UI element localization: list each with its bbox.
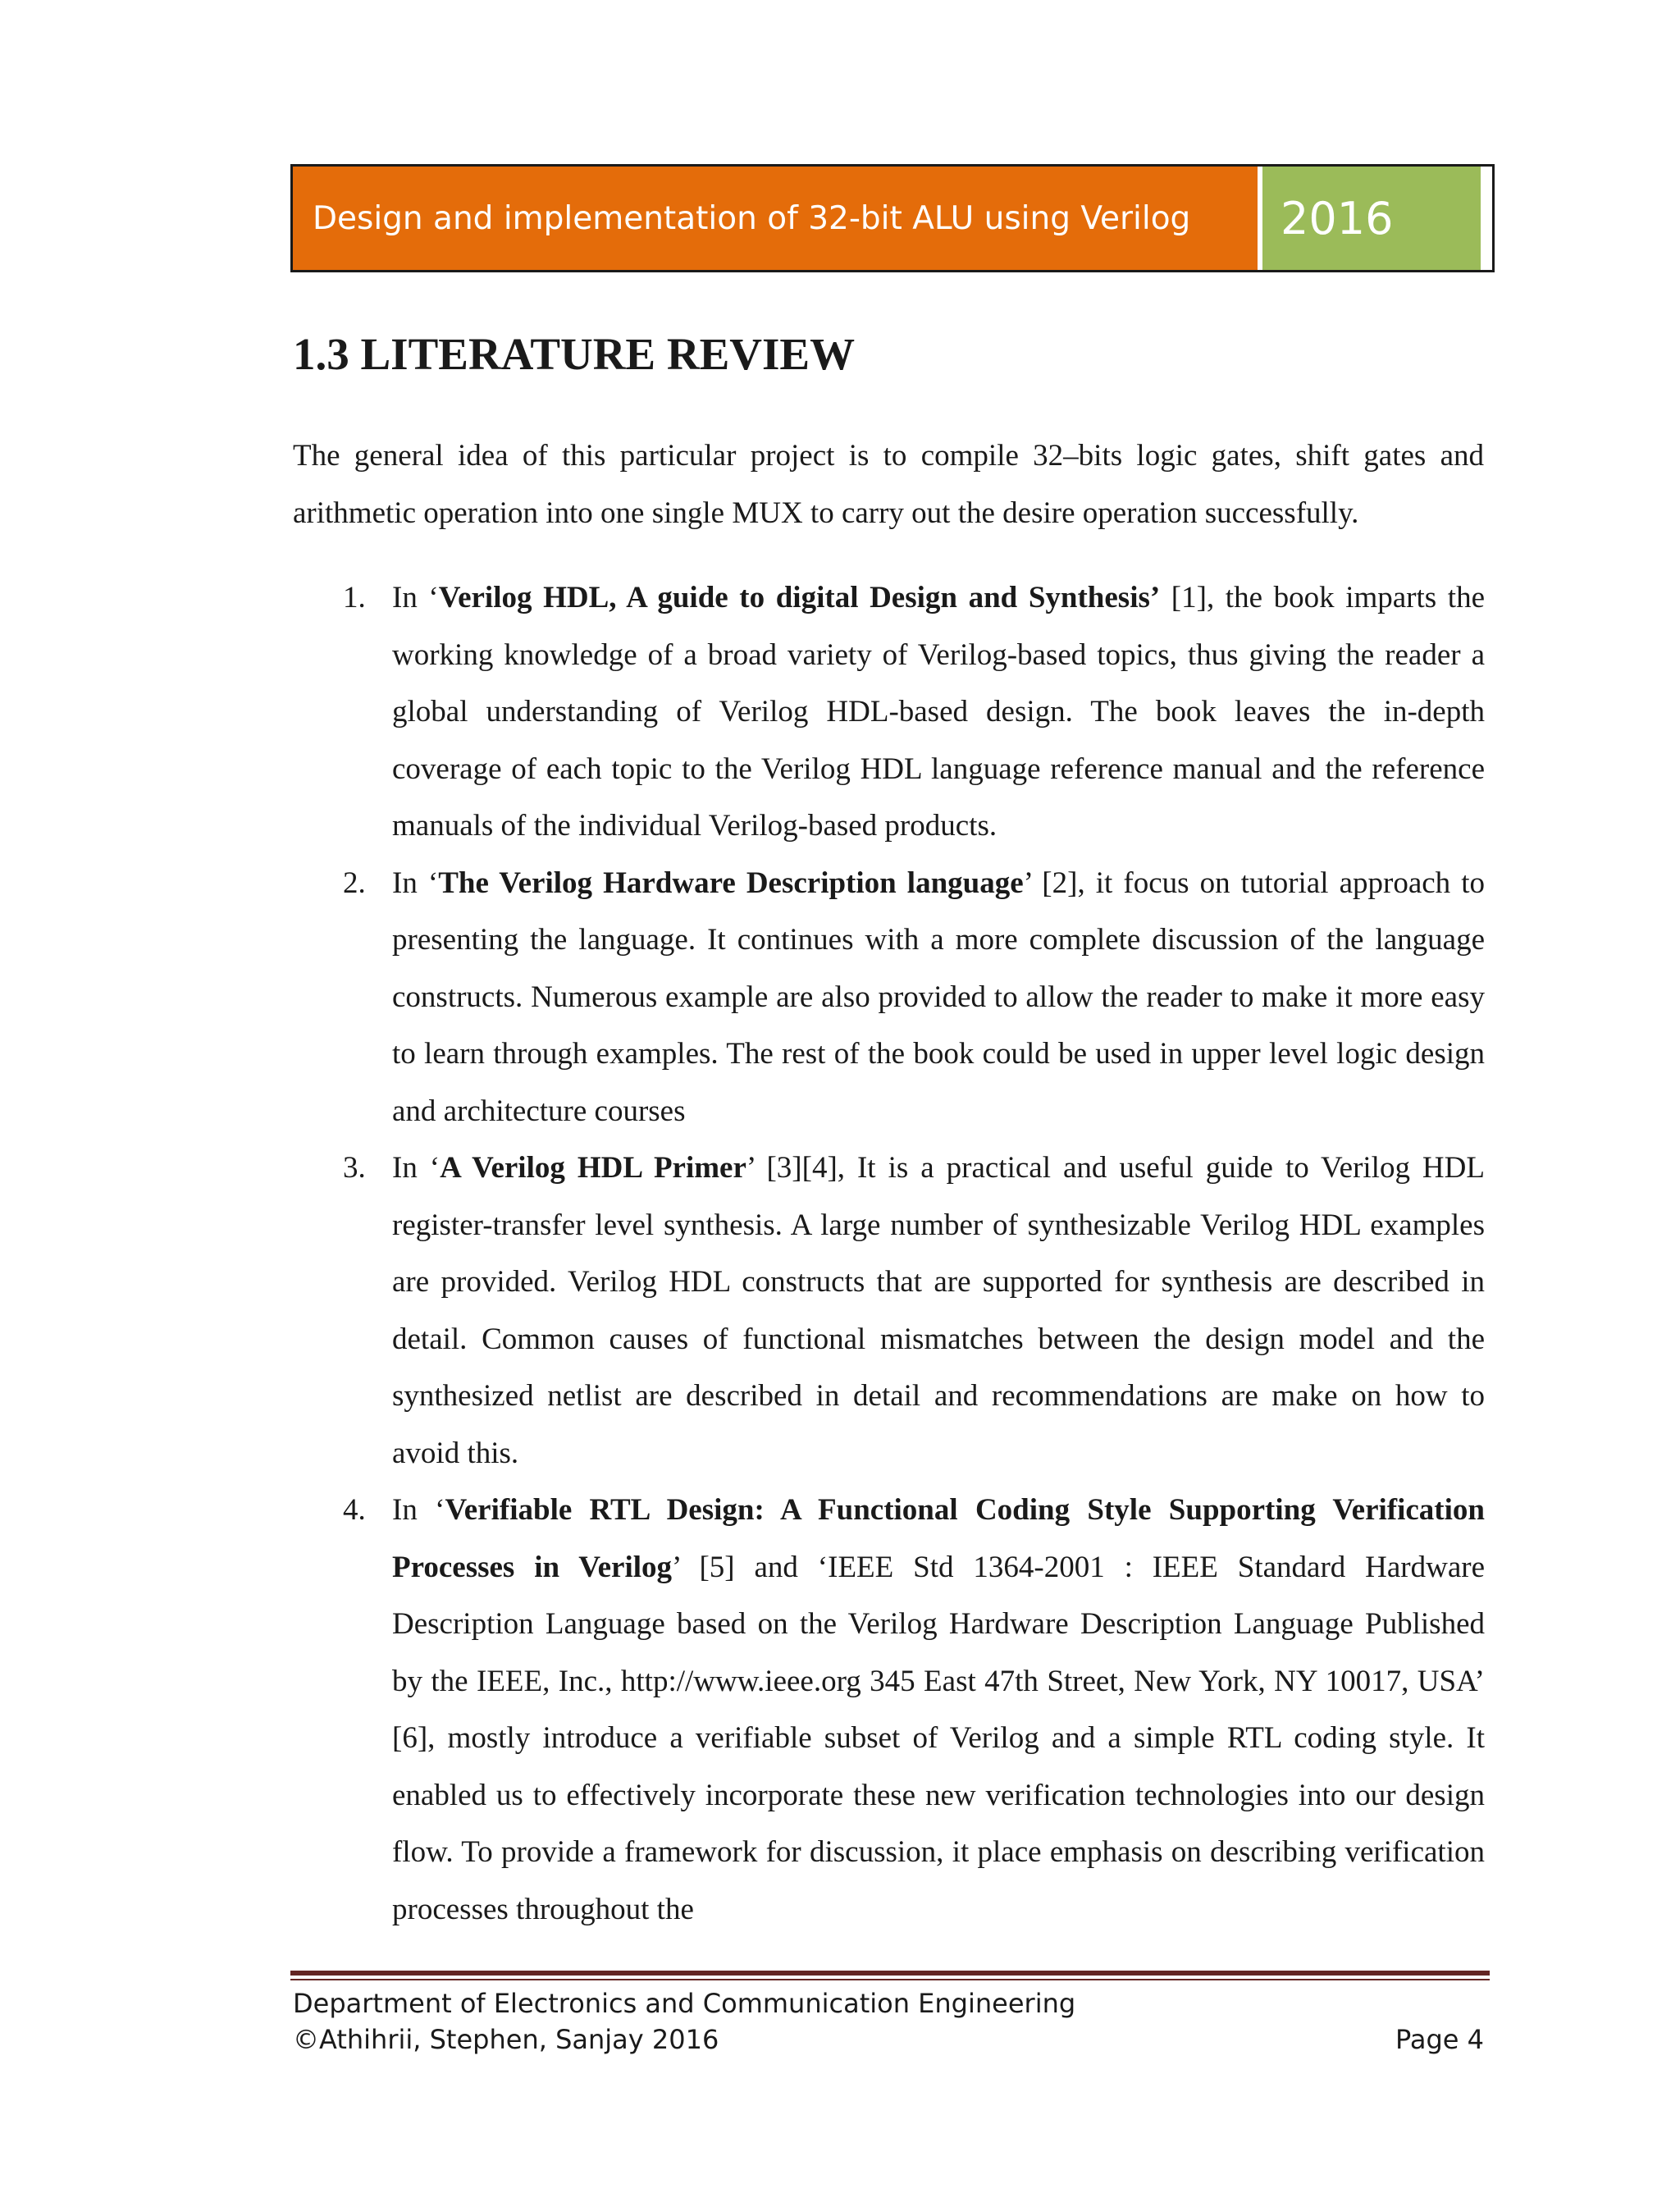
list-item: [343, 569, 1485, 855]
page-number: Page 4: [1395, 2024, 1484, 2055]
list-item-body: [1], the book imparts the working knowledge of a broad variety of Verilog-based topics, thus giving the reader a global understanding of Verilog HDL-based design. The book leaves the in-depth coverage of each topic to the Verilog HDL language reference manual and the reference manuals of the individual Verilog-based products.: [392, 581, 1485, 843]
document-year: 2016: [1262, 167, 1481, 270]
footer-rule-thin: [290, 1979, 1490, 1980]
list-item-number: 3.: [343, 1151, 366, 1185]
list-item-body: ’ [3][4], It is a practical and useful guide to Verilog HDL register-transfer level synthesis. A large number of synthesizable Verilog HDL examples are provided. Verilog HDL constructs that are supported for synthesis are described in detail. Common causes of functional mismatches between the design model and the synthesized netlist are described in detail and recommendations are make on how to avoid this.: [392, 1151, 1485, 1470]
book-title: Verifiable RTL Design: A Functional Coding Style Supporting Verification Processes in Verilog: [392, 1493, 1485, 1584]
book-title: A Verilog HDL Primer: [440, 1151, 746, 1185]
list-item-lead: In ‘: [392, 1493, 445, 1527]
header-banner: [290, 164, 1495, 272]
literature-list: [343, 569, 1486, 1938]
footer-bottom-row: [293, 2021, 1484, 2058]
list-item-number: 1.: [343, 581, 366, 614]
book-title: Verilog HDL, A guide to digital Design and Synthesis’: [438, 581, 1161, 614]
document-title: Design and implementation of 32-bit ALU using Verilog: [293, 167, 1258, 270]
intro-paragraph: The general idea of this particular project is to compile 32–bits logic gates, shift gates and arithmetic operation into one single MUX to carry out the desire operation successfully.: [293, 439, 1484, 530]
list-item-lead: In ‘: [392, 1151, 441, 1185]
list-item: [343, 1140, 1485, 1482]
list-item-lead: In ‘: [392, 866, 439, 900]
footer-department: Department of Electronics and Communication Engineering: [293, 1988, 1076, 2019]
section-heading: 1.3 LITERATURE REVIEW: [293, 329, 856, 379]
list-item-lead: In ‘: [392, 581, 439, 614]
footer-copyright: ©Athihrii, Stephen, Sanjay 2016: [293, 2024, 719, 2055]
list-item-number: 2.: [343, 866, 366, 900]
list-item-number: 4.: [343, 1493, 366, 1527]
list-item: [343, 855, 1486, 1140]
header-end-cap: [1481, 167, 1492, 270]
list-item-body: ’ [2], it focus on tutorial approach to presenting the language. It continues with a more complete discussion of the language constructs. Numerous example are also provided to allow the reader to make it more easy to learn through examples. The rest of the book could be used in upper level logic design and architecture courses: [392, 866, 1486, 1128]
book-title: The Verilog Hardware Description language: [438, 866, 1024, 900]
page-footer: [293, 1985, 1484, 2058]
list-item-body: ’ [5] and ‘IEEE Std 1364-2001 : IEEE Standard Hardware Description Language based on the Verilog Hardware Description Language Published by the IEEE, Inc., http://www.ieee.org 345 East 47th Street, New York, NY 10017, USA’ [6], mostly introduce a verifiable subset of Verilog and a simple RTL coding style. It enabled us to effectively incorporate these new verification technologies into our design flow. To provide a framework for discussion, it place emphasis on describing verification processes throughout the: [392, 1550, 1485, 1926]
footer-rule: [290, 1971, 1490, 1976]
list-item: [343, 1482, 1485, 1938]
